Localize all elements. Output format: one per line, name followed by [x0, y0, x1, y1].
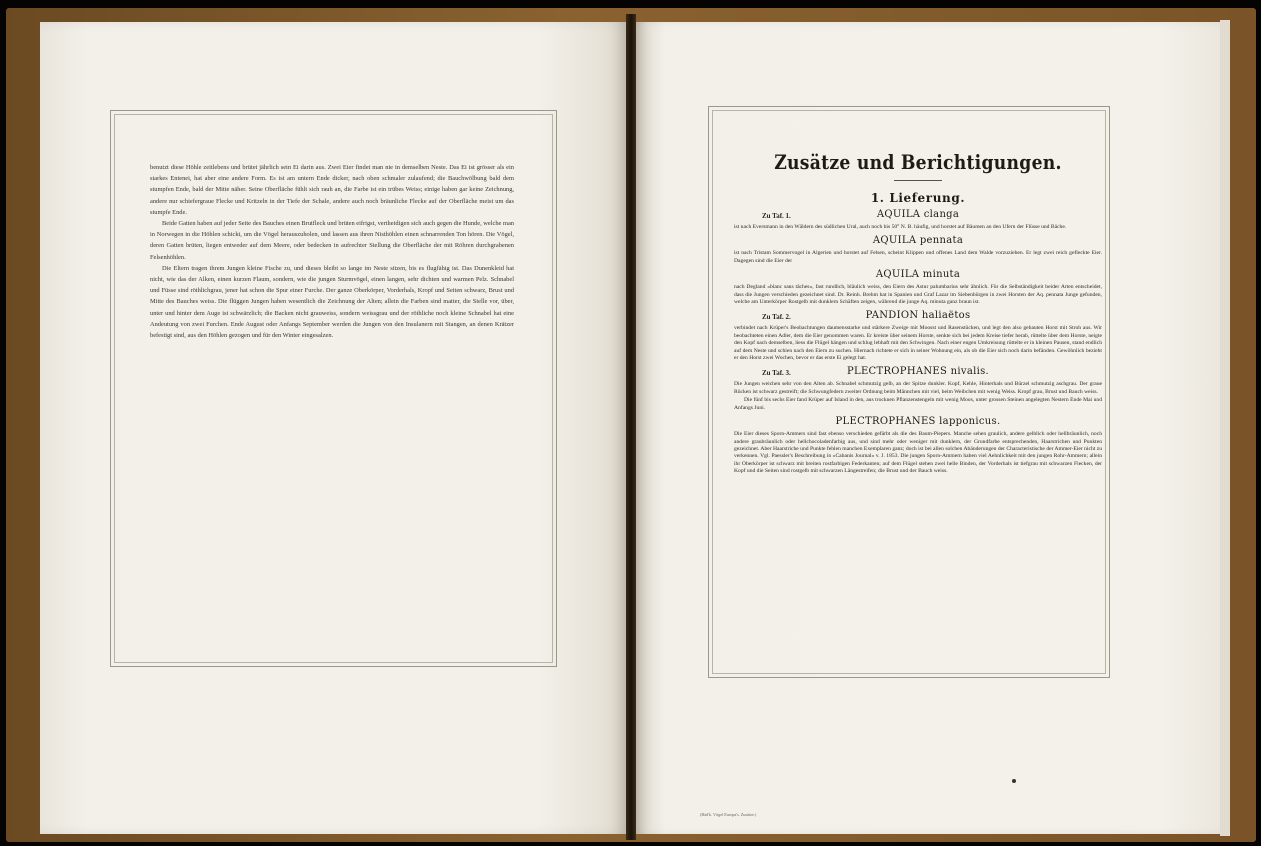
ink-spot [1012, 779, 1016, 783]
entry-text: verbindet nach Krüper's Beobachtungen daumensstarke und stärkere Zweige mit Moosst und Rasenstücken, und legt den also gebauten Horst mit Stroh aus. Wir beobachteten einen Adler, dem die Eier genommen waren. Er kreiste über seinem Horste, senkte sich bei jedem Kreise tiefer herab, rüttelte über dem Horste, neigte den Kopf nach demselben, liess die Flügel hängen und schlug lebhaft mit den Schwingen. Nach einer engen Umkreisung rüttelte er in kleinen Pausen, stand endlich auf dem Neste und schien nach den Eiern zu suchen. Hiernach richtete er sich in seiner Wohnung ein, als ob die Eier sich noch darin befänden. Gewöhnlich bezieht er den Horst zwei Wochen, bevor er das erste Ei gelegt hat. [734, 325, 1102, 362]
entry-text: Die Jungen weichen sehr von den Alten ab. Schnabel schmutzig gelb, an der Spitze dunkler. Kopf, Kehle, Hinterhals und Bürzel schmutzig aschgrau. Der graue Rücken ist schwarz gestreift; die Schwungfedern zweiter Ordnung beim Männchen mit viel, beim Weibchen mit wenig Weiss. Kropf grau, Brust und Bauch weiss. [734, 381, 1102, 395]
entry-text: Die Eier dieses Sporn-Ammers sind fast ebenso verschieden gefärbt als die des Baum-Piepers. Manche sehen graulich, andere gelblich oder hellbräunlich, noch andere graubräunlich oder hellchocoladenfarbig aus, und sind mehr oder weniger mit dunklern, der Grundfarbe entsprechenden, Haarstrichen und Punkten gezeichnet. Aber Haarstriche und Punkte fehlen manchen Exemplaren ganz; doch ist bei allen solchen Abänderungen der Characteristische der Ammer-Eier nicht zu verkennen. Vgl. Paessler's Beschreibung in «Cabanis Journal» v. J. 1853. Die jungen Sporn-Ammern haben viel Aehnlichkeit mit den jungen Rohr-Ammern; allein ihr Oberkörper ist schwarz mit breiten rostfarbigen Federkanten; auf dem Flügel stehen zwei helle Binden, der Vorderhals ist tiefgrau mit schwarzen Flecken, der Kopf und die Seiten sind rostgelb mit schwarzen Längestreifen; die Brust und der Bauch weiss. [734, 431, 1102, 475]
page-edges [1220, 20, 1230, 836]
book-gutter [626, 14, 636, 840]
species-heading: PANDION haliaëtos [865, 310, 971, 322]
species-heading: AQUILA minuta [875, 269, 961, 281]
entry-text: ist nach Eversmann in den Wäldern des südlichen Ural, auch noch bis 50° N. B. häufig, und horstet auf Bäumen an den Ufern der Flüsse und Bäche. [734, 224, 1067, 230]
title-rule [894, 180, 942, 181]
plate-reference: Zu Taf. 1. [762, 212, 791, 220]
right-page-content [734, 150, 1102, 476]
entry-aquila-pennata [734, 235, 1102, 265]
entry-aquila-clanga [734, 209, 1102, 231]
section-heading: 1. Lieferung. [870, 191, 966, 205]
footer-note: (Bäd'k. Vögel Europa's. Zusätze.) [700, 812, 757, 817]
species-heading: AQUILA pennata [872, 235, 964, 247]
plate-reference: Zu Taf. 3. [762, 369, 791, 378]
species-heading: AQUILA clanga [876, 209, 960, 220]
species-heading: PLECTROPHANES nivalis. [846, 366, 990, 378]
left-paragraph: benutzt diese Höhle zeitlebens und brütet jährlich sein Ei darin aus. Zwei Eier findet man nie in demselben Neste. Das Ei ist grösser als ein starkes Entenei, hat aber eine andere Form. Es ist am untern Ende dicker, nach oben schmaler zulaufend; die Bauchwölbung bald dem stumpfen Ende, bald der Mitte näher. Seine Oberfläche fühlt sich rauh an, die Farbe ist ein trübes Weiss; einige haben gar keine Zeichnung, andere nur schiefergraue Flecke und Kritzeln in der Tiefe der Schale, andere auch noch bräunliche Flecke auf der Oberfläche meist um das stumpfe Ende. [150, 164, 514, 216]
entry-text: nach Degland «blanc sans tâches», fast rundlich, bläulich weiss, den Eiern des Astur palumbarius sehr ähnlich. Für die Selbständigkeit beider Arten entscheidet, dass die Jungen verschieden gezeichnet sind. Dr. Reinh. Brehm hat in Spanien und Graf Lazar im Siebenbürgen in zwei Horsten der Aq. pennata Junge gefunden, welche am Unterkörper Rostgelb mit dunklern Schäften zeigen, während die junge Aq. minuta ganz braun ist. [734, 284, 1102, 306]
entry-text: ist nach Tristam Sommervogel in Algerien und horstet auf Felsen, scheint Klippen und offenes Land dem Walde vorzuziehen. Er legt zwei reich gefleckte Eier. Dagegen sind die Eier der [734, 250, 1102, 264]
species-heading: PLECTROPHANES lapponicus. [835, 416, 1001, 428]
plate-reference: Zu Taf. 2. [762, 313, 791, 322]
entry-plectrophanes-nivalis [734, 366, 1102, 412]
entry-aquila-minuta [734, 269, 1102, 306]
page-title: Zusätze und Berichtigungen. [774, 150, 1062, 174]
left-page-text [150, 162, 514, 341]
entry-pandion-haliaetos [734, 310, 1102, 362]
left-paragraph: Die Eltern tragen ihrem Jungen kleine Fische zu, und dieses bleibt so lange im Neste sitzen, bis es flugfähig ist. Das Dunenkleid hat nicht, wie das der Alken, einen kurzen Flaum, sondern, wie die jungen Sturmvögel, einen langen, sehr dichten und warmen Pelz. Schnabel und Füsse sind röthlichgrau, jener hat schon die Spur einer Furche. Der ganze Oberkörper, Vorderhals, Kropf und Seiten schwarz, Brust und Mitte des Bauches weiss. Die flüggen Jungen haben wesentlich die Zeichnung der Alten; allein die Farben sind matter, die Stelle vor, über, unter und hinter dem Auge ist schwärzlich; die Backen nicht grauweiss, sondern weissgrau und der röthliche noch kleine Schnabel hat eine Andeutung von zwei Furchen. Ende August oder Anfangs September werden die Jungen von den Insulanern mit Stangen, an denen Krätzer befestigt sind, aus den Höhlen gezogen und für den Winter eingesalzen. [150, 264, 514, 340]
left-paragraph: Beide Gatten haben auf jeder Seite des Bauches einen Brutfleck und brüten eifrigst, vertheidigen sich auch gegen die Hunde, welche man in Norwegen in die Höhlen schickt, um die Vögel herauszuholen, und lassen aus ihren Nisthöhlen einen schnarrenden Ton hören. Die Vögel, deren Gatten brüten, liegen entweder auf dem Meere, oder bedecken in aufrechter Stellung die Oberfläche der mit Röhren durchgrabenen Felsenhöhlen. [150, 220, 514, 261]
entry-text: Die fünf bis sechs Eier fand Krüper auf Island in den, aus trocknen Pflanzenstengeln mit wenig Moos, unter grossen Steinen angelegten Nestern Ende Mai und Anfangs Juni. [734, 397, 1102, 411]
entry-plectrophanes-lapponicus [734, 416, 1102, 475]
